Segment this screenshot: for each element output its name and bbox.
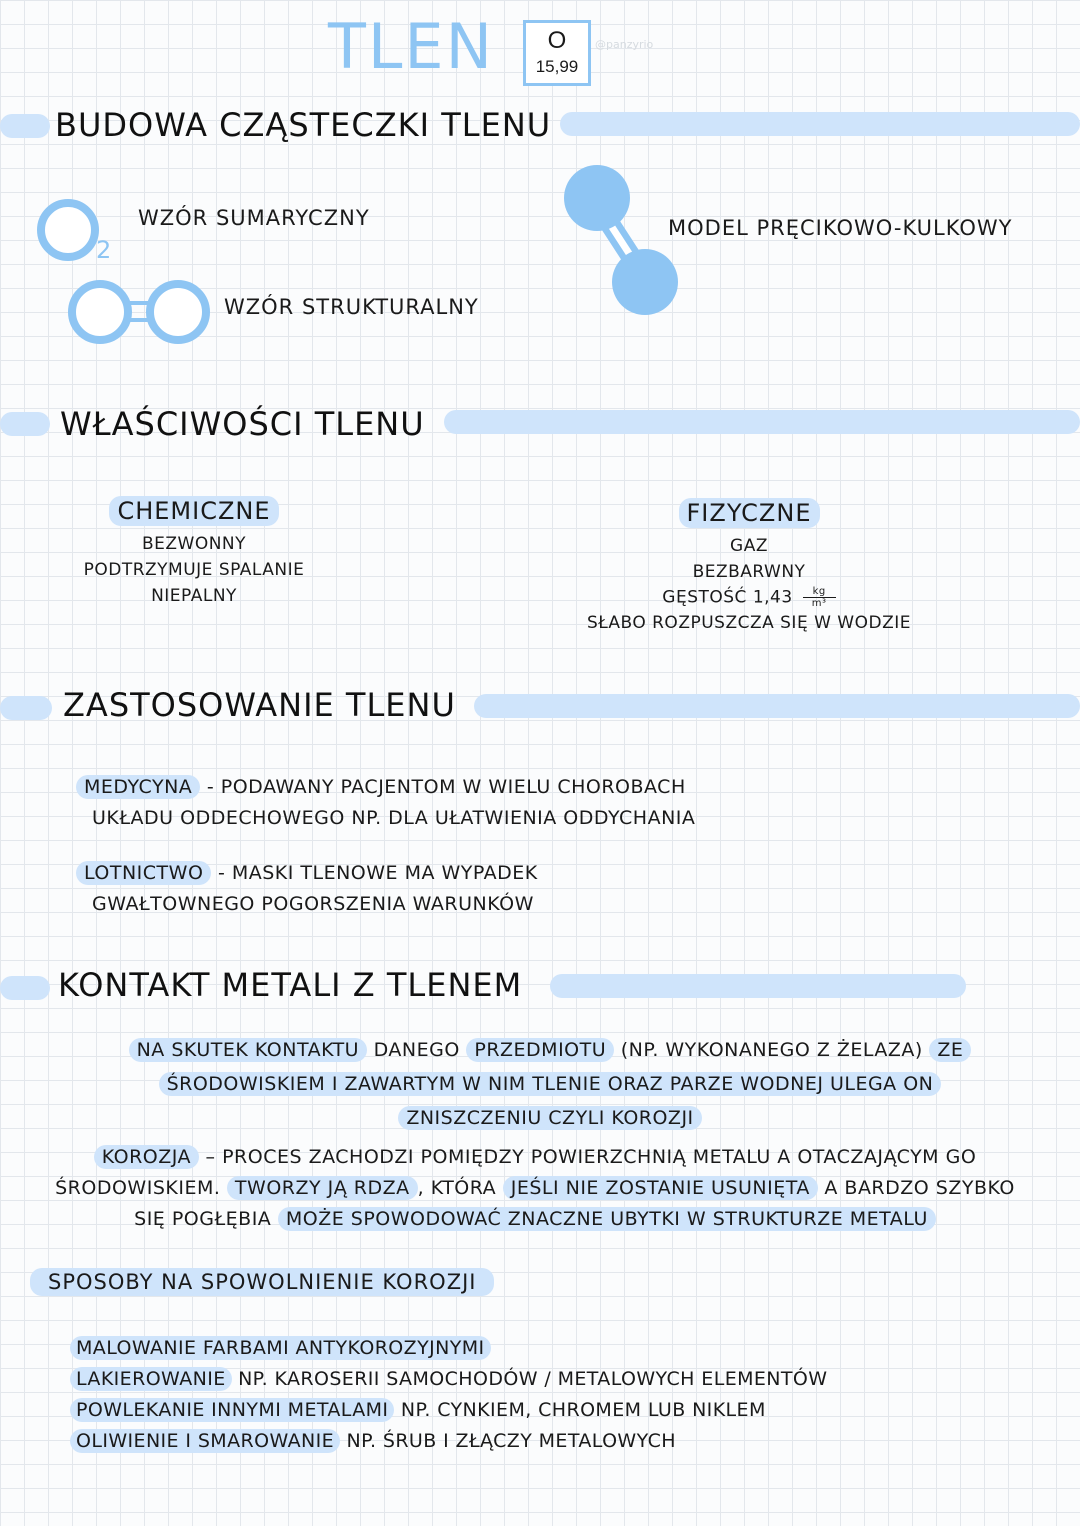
heading-band-left (0, 114, 50, 138)
element-tile (523, 20, 591, 86)
section-heading-structure: BUDOWA CZĄSTECZKI TLENU (55, 106, 552, 144)
atomic-mass: 15,99 (535, 57, 579, 76)
oxygen-atom-right (150, 284, 206, 340)
density-row (560, 586, 938, 609)
structural-formula-label: WZÓR STRUKTURALNY (224, 295, 479, 319)
aviation-line: GWAŁTOWNEGO POGORSZENIA WARUNKÓW (92, 893, 534, 915)
model-atom-bottom (612, 249, 678, 315)
chemical-title: CHEMICZNE (109, 496, 278, 526)
text: SIĘ POGŁĘBIA (134, 1208, 278, 1230)
item-rest: NP. ŚRUB I ZŁĄCZY METALOWYCH (340, 1430, 676, 1452)
highlight: ZE (929, 1038, 971, 1062)
highlight: ZNISZCZENIU CZYLI KOROZJI (398, 1106, 701, 1130)
formula-subscript: 2 (96, 236, 112, 264)
structural-formula-icon (30, 272, 220, 352)
medicine-line: - PODAWANY PACJENTOM W WIELU CHOROBACH (200, 776, 686, 798)
chemical-properties (60, 496, 328, 606)
prevention-heading-wrap (30, 1270, 494, 1294)
heading-band-right (550, 974, 966, 998)
page-title: TLEN (328, 10, 494, 83)
list-item (70, 1364, 827, 1395)
highlight: JEŚLI NIE ZOSTANIE USUNIĘTA (503, 1176, 818, 1200)
model-label: MODEL PRĘCIKOWO-KULKOWY (668, 216, 1013, 240)
watermark: @panzyrio (595, 38, 654, 51)
heading-band-right (560, 112, 1080, 136)
text: (NP. WYKONANEGO Z ŻELAZA) (614, 1039, 930, 1061)
model-atom-top (564, 165, 630, 231)
list-item (70, 1395, 827, 1426)
physical-item: GAZ (730, 536, 768, 556)
item-term: OLIWIENIE I SMAROWANIE (70, 1429, 340, 1453)
use-aviation (76, 858, 538, 920)
prevention-list (70, 1333, 827, 1457)
heading-band-left (0, 976, 50, 1000)
density-unit-numerator: kg (803, 586, 836, 598)
metals-paragraph-2 (20, 1142, 1050, 1235)
item-rest: NP. CYNKIEM, CHROMEM LUB NIKLEM (394, 1399, 766, 1421)
use-medicine (76, 772, 695, 834)
chemical-item: BEZWONNY (141, 534, 247, 554)
text: – PROCES ZACHODZI POMIĘDZY POWIERZCHNIĄ METALU A OTACZAJĄCYM GO (199, 1146, 977, 1168)
physical-title: FIZYCZNE (679, 498, 820, 528)
text: DANEGO (367, 1039, 467, 1061)
density-unit (803, 586, 836, 609)
section-heading-metals: KONTAKT METALI Z TLENEM (58, 966, 523, 1004)
heading-band-left (0, 412, 50, 436)
medicine-line: UKŁADU ODDECHOWEGO NP. DLA UŁATWIENIA ODDYCHANIA (92, 807, 696, 829)
physical-properties (560, 498, 938, 633)
heading-band-right (474, 694, 1080, 718)
text: , KTÓRA (417, 1177, 503, 1199)
physical-item: BEZBARWNY (692, 562, 806, 582)
list-item (70, 1333, 827, 1364)
highlight: MOŻE SPOWODOWAĆ ZNACZNE UBYTKI W STRUKTURZE METALU (278, 1207, 936, 1231)
element-symbol: O (547, 27, 567, 54)
highlight: NA SKUTEK KONTAKTU (129, 1038, 368, 1062)
item-rest: NP. KAROSERII SAMOCHODÓW / METALOWYCH ELEMENTÓW (231, 1368, 828, 1390)
density-unit-denominator: m³ (811, 598, 827, 609)
corrosion-term: KOROZJA (94, 1145, 199, 1169)
physical-item: SŁABO ROZPUSZCZA SIĘ W WODZIE (587, 613, 911, 633)
section-heading-uses: ZASTOSOWANIE TLENU (63, 686, 456, 724)
summary-formula-label: WZÓR SUMARYCZNY (138, 206, 370, 230)
text: A BARDZO SZYBKO (817, 1177, 1015, 1199)
aviation-term: LOTNICTWO (76, 861, 211, 885)
list-item (70, 1426, 827, 1457)
heading-band-left (0, 696, 52, 720)
item-term: LAKIEROWANIE (70, 1367, 232, 1391)
density-label: GĘSTOŚĆ 1,43 (662, 587, 793, 608)
heading-band-right (444, 410, 1080, 434)
oxygen-atom-left (72, 284, 128, 340)
item-term: MALOWANIE FARBAMI ANTYKOROZYJNYMI (70, 1336, 491, 1360)
highlight: TWORZY JĄ RDZA (227, 1176, 418, 1200)
medicine-term: MEDYCYNA (76, 775, 200, 799)
metals-paragraph-1 (40, 1033, 1060, 1135)
aviation-line: - MASKI TLENOWE MA WYPADEK (211, 862, 538, 884)
text: ŚRODOWISKIEM. (55, 1177, 227, 1199)
highlight: ŚRODOWISKIEM I ZAWARTYM W NIM TLENIE ORAZ PARZE WODNEJ ULEGA ON (159, 1072, 942, 1096)
formula-o-ring (41, 203, 95, 257)
section-heading-properties: WŁAŚCIWOŚCI TLENU (60, 405, 425, 443)
chemical-item: PODTRZYMUJE SPALANIE (83, 560, 305, 580)
prevention-heading: SPOSOBY NA SPOWOLNIENIE KOROZJI (30, 1268, 494, 1296)
formula-o2-icon (30, 190, 130, 270)
chemical-item: NIEPALNY (151, 586, 237, 606)
highlight: PRZEDMIOTU (466, 1038, 614, 1062)
item-term: POWLEKANIE INNYMI METALAMI (70, 1398, 394, 1422)
ball-stick-model-icon (555, 160, 685, 325)
